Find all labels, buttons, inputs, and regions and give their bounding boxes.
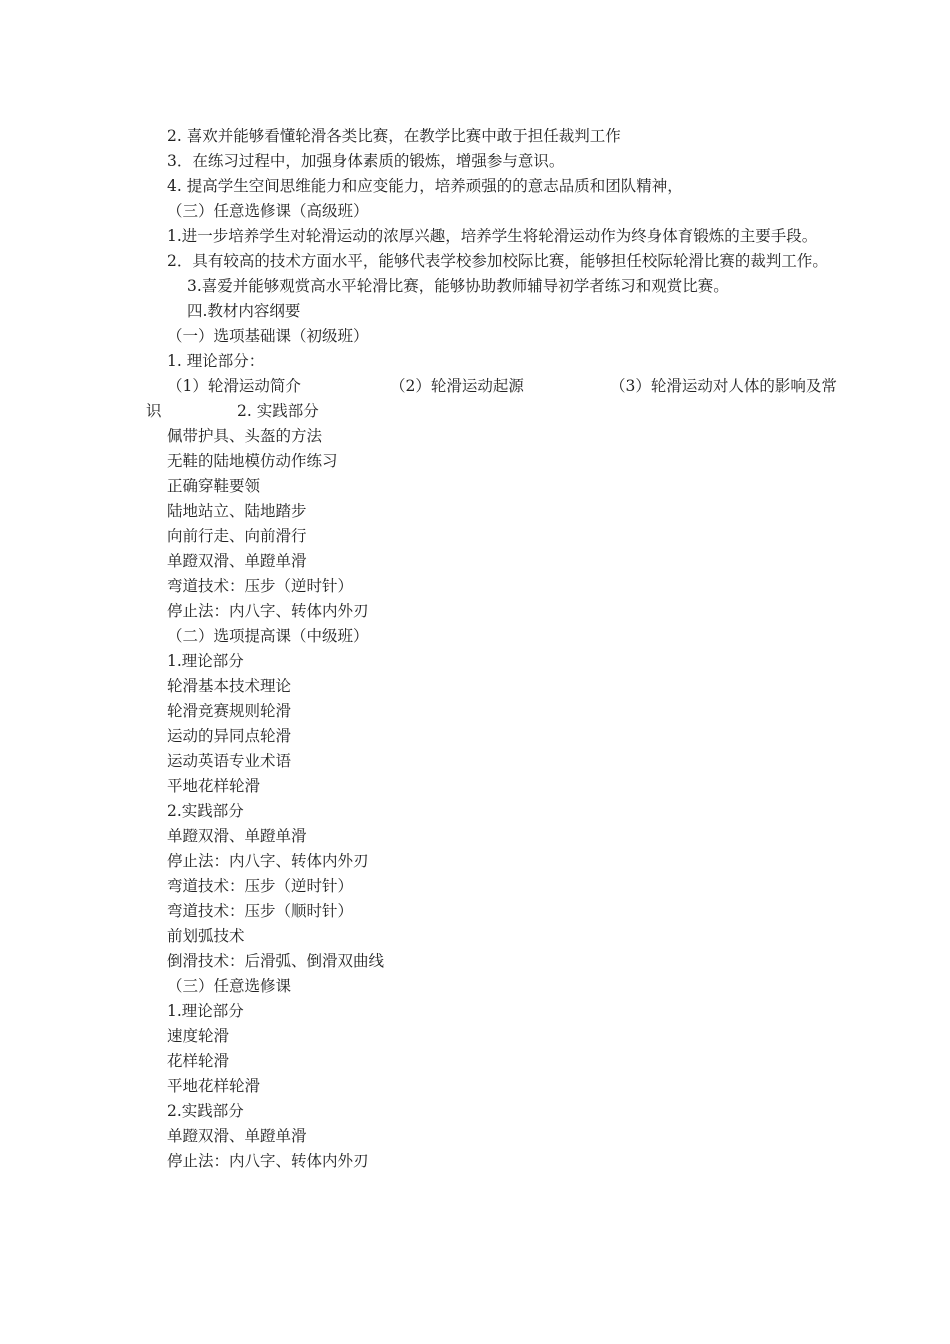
list-item: 运动英语专业术语: [167, 752, 292, 770]
section-heading-4: 四.教材内容纲要: [187, 302, 301, 320]
goal-item-3: 3．在练习过程中，加强身体素质的锻炼，增强参与意识。: [167, 152, 565, 170]
basic-theory-items: [146, 374, 858, 399]
list-item: 前划弧技术: [167, 927, 245, 945]
intermediate-theory-list: [146, 674, 858, 799]
basic-theory-item-1: （1）轮滑运动简介: [167, 377, 301, 395]
elective-theory-list: [146, 1024, 858, 1099]
list-item: 向前行走、向前滑行: [167, 527, 307, 545]
list-item: 运动的异同点轮滑: [167, 727, 292, 745]
basic-theory-item-3: （3）轮滑运动对人体的影响及常: [610, 377, 837, 395]
list-item: 弯道技术：压步（逆时针）: [167, 577, 354, 595]
list-item: 轮滑竞赛规则轮滑: [167, 702, 292, 720]
elective-practice-title: 2.实践部分: [167, 1102, 244, 1120]
goal-item-4: 4. 提高学生空间思维能力和应变能力，培养顽强的的意志品质和团队精神，: [167, 177, 683, 195]
list-item: 停止法：内八字、转体内外刃: [167, 1152, 369, 1170]
basic-theory-title: 1. 理论部分：: [167, 352, 265, 370]
basic-theory-continuation: [146, 399, 858, 424]
list-item: 停止法：内八字、转体内外刃: [167, 852, 369, 870]
list-item: 倒滑技术：后滑弧、倒滑双曲线: [167, 952, 385, 970]
document-body: [146, 124, 858, 1174]
basic-theory-item-2: （2）轮滑运动起源: [390, 377, 524, 395]
basic-practice-list: [146, 424, 858, 624]
list-item: 平地花样轮滑: [167, 777, 261, 795]
heading-basic-course: （一）选项基础课（初级班）: [167, 327, 369, 345]
list-item: 陆地站立、陆地踏步: [167, 502, 307, 520]
list-item: 轮滑基本技术理论: [167, 677, 292, 695]
intermediate-practice-list: [146, 824, 858, 974]
advanced-goal-2: 2．具有较高的技术方面水平，能够代表学校参加校际比赛，能够担任校际轮滑比赛的裁判工作。: [167, 252, 828, 270]
elective-practice-list: [146, 1124, 858, 1174]
list-item: 佩带护具、头盔的方法: [167, 427, 323, 445]
goal-item-2: 2. 喜欢并能够看懂轮滑各类比赛，在教学比赛中敢于担任裁判工作: [167, 127, 621, 145]
advanced-goal-3: 3.喜爱并能够观赏高水平轮滑比赛，能够协助教师辅导初学者练习和观赏比赛。: [187, 277, 729, 295]
list-item: 速度轮滑: [167, 1027, 230, 1045]
heading-elective-advanced: （三）任意选修课（高级班）: [167, 202, 369, 220]
list-item: 单蹬双滑、单蹬单滑: [167, 827, 307, 845]
list-item: 弯道技术：压步（顺时针）: [167, 902, 354, 920]
intermediate-theory-title: 1.理论部分: [167, 652, 244, 670]
heading-elective-course: （三）任意选修课: [167, 977, 292, 995]
list-item: 单蹬双滑、单蹬单滑: [167, 1127, 307, 1145]
list-item: 无鞋的陆地模仿动作练习: [167, 452, 338, 470]
basic-practice-title: 2. 实践部分: [237, 402, 319, 420]
intermediate-practice-title: 2.实践部分: [167, 802, 244, 820]
list-item: 弯道技术：压步（逆时针）: [167, 877, 354, 895]
list-item: 单蹬双滑、单蹬单滑: [167, 552, 307, 570]
list-item: 正确穿鞋要领: [167, 477, 261, 495]
list-item: 平地花样轮滑: [167, 1077, 261, 1095]
list-item: 花样轮滑: [167, 1052, 230, 1070]
heading-intermediate-course: （二）选项提高课（中级班）: [167, 627, 369, 645]
basic-theory-item-3-end: 识: [146, 402, 162, 420]
elective-theory-title: 1.理论部分: [167, 1002, 244, 1020]
advanced-goal-1: 1.进一步培养学生对轮滑运动的浓厚兴趣，培养学生将轮滑运动作为终身体育锻炼的主要手段。: [167, 227, 818, 245]
list-item: 停止法：内八字、转体内外刃: [167, 602, 369, 620]
